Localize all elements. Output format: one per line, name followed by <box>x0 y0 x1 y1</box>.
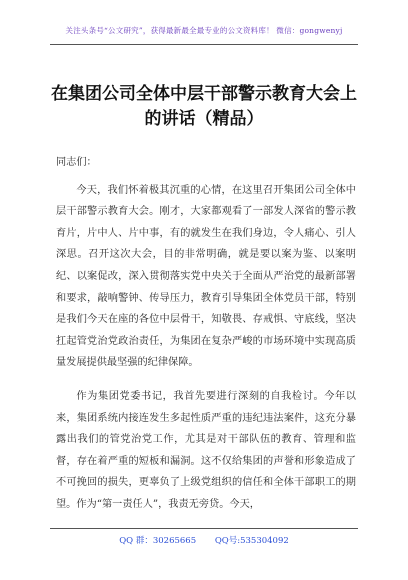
footer-qq: QQ号:535304092 <box>214 536 289 546</box>
body-paragraph: 作为集团党委书记，我首先要进行深刻的自我检讨。今年以来，集团系统内接连发生多起性质严重的违纪违法案件，这充分暴露出我们的管党治党工作，尤其是对干部队伍的教育、管理和监督，存在着严重的短板和漏洞。这不仅给集团的声誉和形象造成了不可挽回的损失，更辜负了上级党组织的信任和全体干部职工的期望。作为“第一责任人”，我责无旁贷。今天， <box>56 390 356 510</box>
page-footer <box>0 534 408 546</box>
title-line-1: 在集团公司全体中层干部警示教育大会上 <box>51 84 357 104</box>
document-title <box>40 82 368 132</box>
title-line-2: 的讲话（精品） <box>144 109 264 129</box>
footer-qq-group: QQ 群：30265665 <box>119 536 197 546</box>
header-divider <box>50 44 358 45</box>
footer-divider <box>50 528 358 529</box>
page-header: 关注头条号“公文研究”，获得最新最全最专业的公文资料库！ 微信：gongwenyj <box>65 26 343 35</box>
document-body <box>56 152 356 528</box>
salutation: 同志们： <box>56 157 97 168</box>
body-paragraph: 今天，我们怀着极其沉重的心情，在这里召开集团公司全体中层干部警示教育大会。刚才，大家都观看了一部发人深省的警示教育片，片中人、片中事，有的就发生在我们身边，令人痛心、引人深思。召开这次大会，目的非常明确，就是要以案为鉴、以案明纪、以案促改，深入贯彻落实党中央关于全面从严治党的最新部署和要求，敲响警钟、传导压力，教育引导集团全体党员干部，特别是我们今天在座的各位中层骨干，知敬畏、存戒惧、守底线，坚决扛起管党治党政治责任，为集团在复杂严峻的市场环境中实现高质量发展提供最坚强的纪律保障。 <box>56 184 356 369</box>
